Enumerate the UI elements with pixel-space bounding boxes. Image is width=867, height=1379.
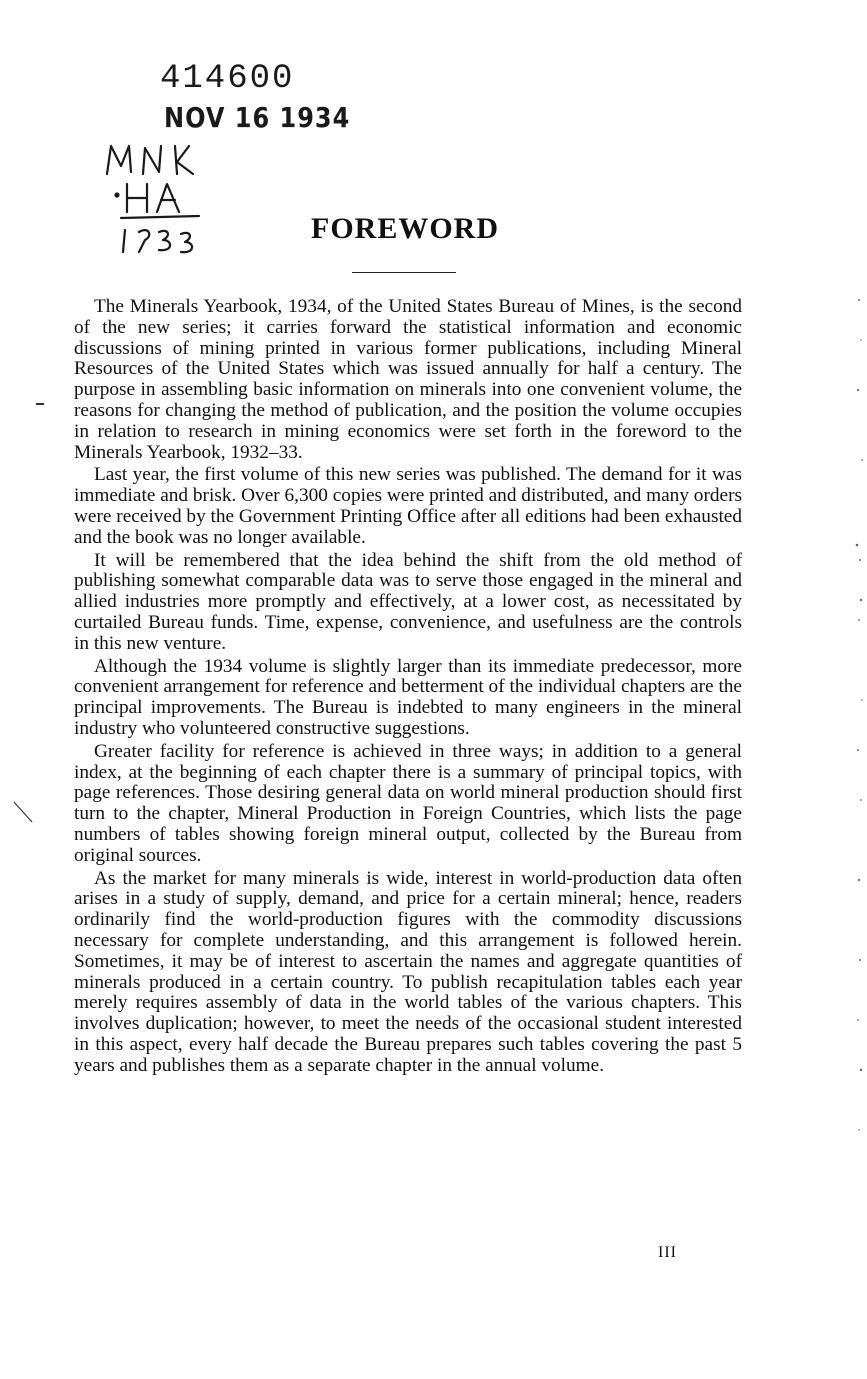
- paragraph-1: The Minerals Yearbook, 1934, of the United States Bureau of Mines, is the second of the new series; it carries forward the statistical information and economic discussions of mining printed in various former publications, including Mineral Resources of the United States which was issued annually for half a century. The purpose in assembling basic information on minerals into one convenient volume, the reasons for changing the method of publication, and the position the volume occupies in relation to research in mining economics were set forth in the foreword to the Minerals Yearbook, 1932–33.: [74, 296, 742, 463]
- page-edge-speckle: [849, 280, 867, 1180]
- title-rule: [352, 272, 456, 273]
- foreword-body: [74, 297, 742, 1078]
- paragraph-6: As the market for many minerals is wide, interest in world-production data often arises in a study of supply, demand, and price for a certain mineral; hence, readers ordinarily find the world-production figures with the commodity discussions necessary for complete understanding, and this arrangement is followed herein. Sometimes, it may be of interest to ascertain the names and aggregate quantities of minerals produced in a certain country. To publish recapitulation tables each year merely requires assembly of data in the world tables of the various chapters. This involves duplication; however, to meet the needs of the occasional student interested in this aspect, every half decade the Bureau prepares such tables covering the past 5 years and publishes them as a separate chapter in the annual volume.: [74, 867, 742, 1076]
- page-number: III: [658, 1244, 677, 1261]
- date-stamp: NOV 16 1934: [164, 101, 351, 135]
- margin-pencil-mark-drawing: [12, 800, 34, 824]
- page-edge-speckle-drawing: [849, 280, 867, 1180]
- margin-dash-mark: [36, 403, 44, 405]
- paragraph-3: It will be remembered that the idea behind the shift from the old method of publishing somewhat comparable data was to serve those engaged in the mineral and allied industries more promptly and effectively, at a lower cost, as necessitated by curtailed Bureau funds. Time, expense, convenience, and usefulness are the controls in this new venture.: [74, 549, 742, 654]
- paragraph-4: Although the 1934 volume is slightly larger than its immediate predecessor, more convenient arrangement for reference and betterment of the individual chapters are the principal improvements. The Bureau is indebted to many engineers in the mineral industry who volunteered constructive suggestions.: [74, 655, 742, 739]
- paragraph-2: Last year, the first volume of this new series was published. The demand for it was immediate and brisk. Over 6,300 copies were printed and distributed, and many orders were received by the Government Printing Office after all editions had been exhausted and the book was no longer available.: [74, 464, 742, 548]
- paragraph-5: Greater facility for reference is achieved in three ways; in addition to a general index, at the beginning of each chapter there is a summary of principal topics, with page references. Those desiring general data on world mineral production should first turn to the chapter, Mineral Production in Foreign Countries, which lists the page numbers of tables showing foreign mineral output, collected by the Bureau from original sources.: [74, 740, 742, 866]
- page-title: FOREWORD: [311, 212, 499, 245]
- margin-pencil-mark: [12, 800, 34, 824]
- accession-stamp-number: 414600: [160, 60, 295, 98]
